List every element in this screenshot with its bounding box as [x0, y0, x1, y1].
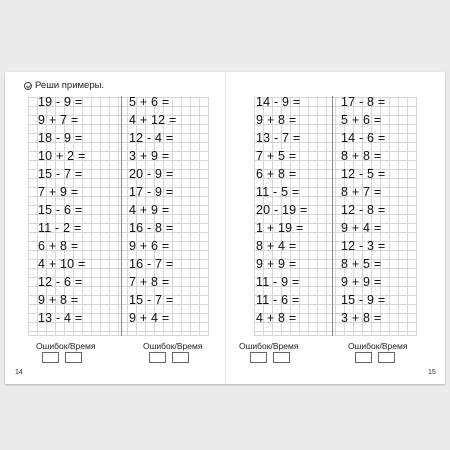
exercise: 7 + 9 = — [38, 185, 79, 199]
time-box[interactable] — [273, 352, 290, 363]
column-divider — [332, 96, 333, 336]
exercise: 17 - 9 = — [129, 185, 174, 199]
task-check-icon — [24, 82, 32, 90]
exercise: 4 + 8 = — [256, 311, 297, 325]
exercise: 16 - 7 = — [129, 257, 174, 271]
exercise-column-1 — [38, 93, 85, 327]
exercise: 9 + 9 = — [341, 275, 382, 289]
exercise-column-2 — [129, 93, 176, 327]
exercise: 8 + 8 = — [341, 149, 382, 163]
exercise: 15 - 6 = — [38, 203, 83, 217]
exercise: 7 + 8 = — [129, 275, 170, 289]
exercise: 20 - 19 = — [256, 203, 308, 217]
column-divider — [121, 96, 122, 336]
exercise: 12 - 4 = — [129, 131, 174, 145]
errors-time-label: Ошибок/Время — [143, 341, 203, 351]
errors-box[interactable] — [42, 352, 59, 363]
errors-time-label: Ошибок/Время — [36, 341, 96, 351]
errors-time-label: Ошибок/Время — [239, 341, 299, 351]
exercise: 15 - 9 = — [341, 293, 386, 307]
exercise: 16 - 8 = — [129, 221, 174, 235]
exercise: 9 + 8 = — [38, 293, 79, 307]
exercise: 11 - 9 = — [256, 275, 300, 289]
page-number: 14 — [15, 369, 23, 376]
exercise: 8 + 4 = — [256, 239, 297, 253]
exercise: 14 - 9 = — [256, 95, 301, 109]
errors-box[interactable] — [355, 352, 372, 363]
task-title-text: Реши примеры. — [35, 80, 105, 91]
exercise: 1 + 19 = — [256, 221, 304, 235]
exercise-column-2 — [341, 93, 385, 327]
exercise: 9 + 7 = — [38, 113, 79, 127]
left-page — [5, 72, 225, 384]
exercise: 8 + 5 = — [341, 257, 382, 271]
exercise: 5 + 6 = — [341, 113, 382, 127]
exercise: 9 + 6 = — [129, 239, 170, 253]
exercise: 5 + 6 = — [129, 95, 170, 109]
exercise: 15 - 7 = — [129, 293, 174, 307]
exercise: 10 + 2 = — [38, 149, 86, 163]
errors-time-boxes — [149, 352, 189, 363]
exercise: 3 + 9 = — [129, 149, 170, 163]
exercise: 9 + 4 = — [341, 221, 382, 235]
exercise: 4 + 12 = — [129, 113, 177, 127]
exercise: 11 - 2 = — [38, 221, 82, 235]
exercise: 8 + 7 = — [341, 185, 382, 199]
errors-time-boxes — [42, 352, 82, 363]
exercise: 12 - 5 = — [341, 167, 386, 181]
exercise: 9 + 9 = — [256, 257, 297, 271]
exercise: 4 + 10 = — [38, 257, 86, 271]
page-number: 15 — [428, 369, 436, 376]
time-box[interactable] — [172, 352, 189, 363]
exercise: 6 + 8 = — [38, 239, 79, 253]
exercise: 7 + 5 = — [256, 149, 297, 163]
time-box[interactable] — [65, 352, 82, 363]
exercise: 12 - 8 = — [341, 203, 386, 217]
exercise: 12 - 6 = — [38, 275, 83, 289]
exercise: 3 + 8 = — [341, 311, 382, 325]
right-page — [226, 72, 445, 384]
errors-box[interactable] — [250, 352, 267, 363]
exercise: 9 + 4 = — [129, 311, 170, 325]
errors-time-label: Ошибок/Время — [348, 341, 408, 351]
errors-time-boxes — [355, 352, 395, 363]
errors-time-boxes — [250, 352, 290, 363]
exercise: 13 - 4 = — [38, 311, 83, 325]
exercise: 6 + 8 = — [256, 167, 297, 181]
exercise: 18 - 9 = — [38, 131, 83, 145]
exercise-column-1 — [256, 93, 308, 327]
exercise: 12 - 3 = — [341, 239, 386, 253]
exercise: 20 - 9 = — [129, 167, 174, 181]
errors-box[interactable] — [149, 352, 166, 363]
time-box[interactable] — [378, 352, 395, 363]
exercise: 14 - 6 = — [341, 131, 386, 145]
exercise: 15 - 7 = — [38, 167, 83, 181]
exercise: 11 - 6 = — [256, 293, 300, 307]
exercise: 9 + 8 = — [256, 113, 297, 127]
exercise: 17 - 8 = — [341, 95, 386, 109]
task-title — [24, 80, 104, 91]
exercise: 11 - 5 = — [256, 185, 300, 199]
exercise: 19 - 9 = — [38, 95, 83, 109]
exercise: 13 - 7 = — [256, 131, 301, 145]
exercise: 4 + 9 = — [129, 203, 170, 217]
